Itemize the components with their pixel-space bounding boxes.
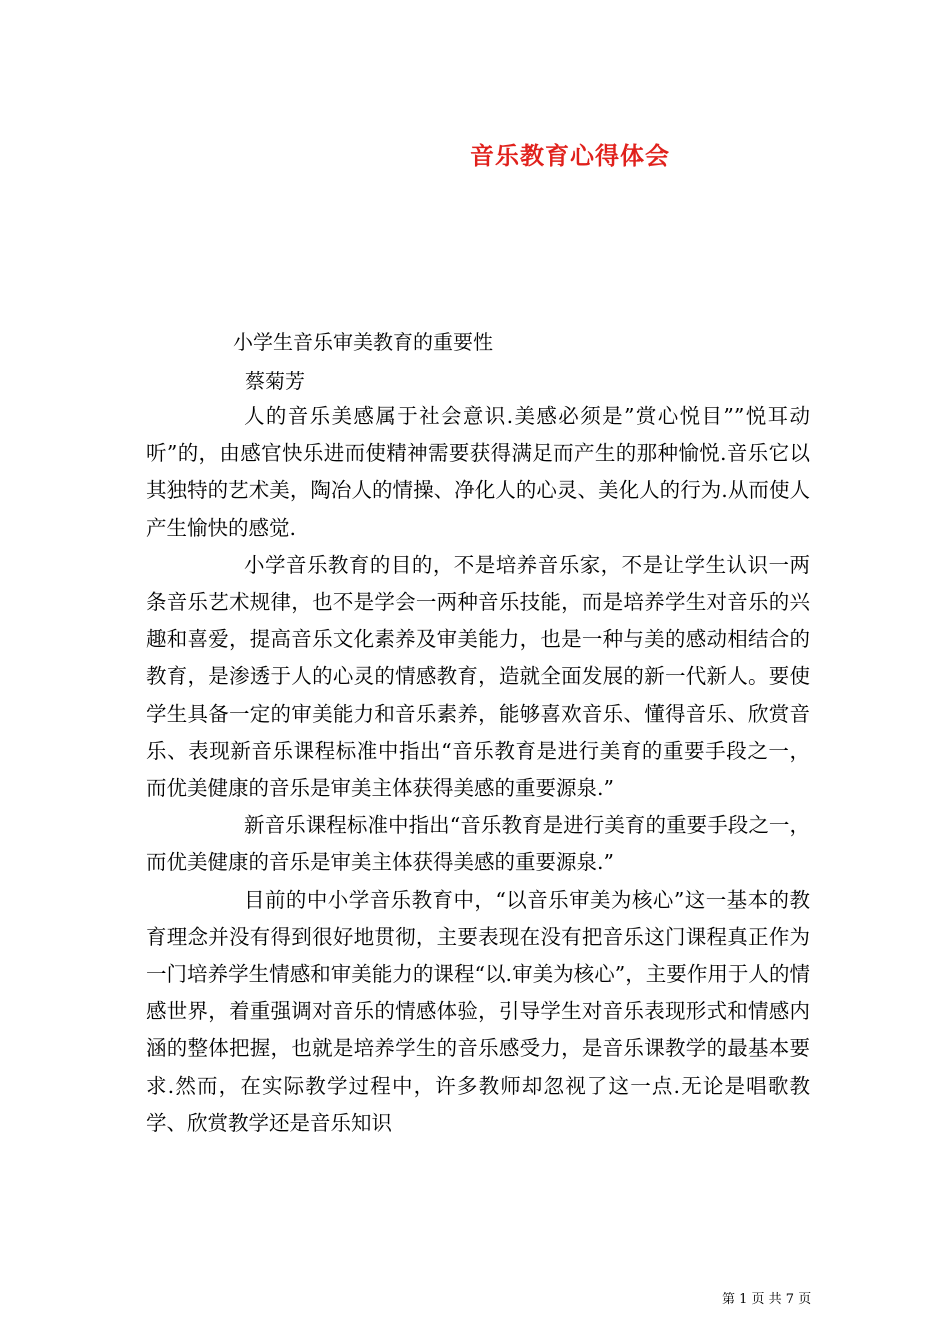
paragraph: 人的音乐美感属于社会意识.美感必须是”赏心悦目””悦耳动听”的，由感官快乐进而使精神需要获得满足而产生的那种愉悦.音乐它以其独特的艺术美，陶冶人的情操、净化人的心灵、美化人的行为.从而使人产生愉快的感觉. (146, 404, 810, 540)
paragraph: 目前的中小学音乐教育中，“以音乐审美为核心”这一基本的教育理念并没有得到很好地贯彻，主要表现在没有把音乐这门课程真正作为一门培养学生情感和审美能力的课程“以.审美为核心”，主要作用于人的情感世界，着重强调对音乐的情感体验，引导学生对音乐表现形式和情感内涵的整体把握，也就是培养学生的音乐感受力，是音乐课教学的最基本要求.然而，在实际教学过程中，许多教师却忽视了这一点.无论是唱歌教学、欣赏教学还是音乐知识 (146, 887, 810, 1135)
article-subtitle: 小学生音乐审美教育的重要性 (233, 330, 493, 354)
page-number-footer: 第 1 页 共 7 页 (722, 1292, 812, 1307)
author-name: 蔡菊芳 (245, 369, 305, 393)
article-body (146, 398, 810, 1142)
paragraph: 小学音乐教育的目的，不是培养音乐家，不是让学生认识一两条音乐艺术规律，也不是学会一两种音乐技能，而是培养学生对音乐的兴趣和喜爱，提高音乐文化素养及审美能力，也是一种与美的感动相结合的教育，是渗透于人的心灵的情感教育，造就全面发展的新一代新人。要使学生具备一定的审美能力和音乐素养，能够喜欢音乐、懂得音乐、欣赏音乐、表现新音乐课程标准中指出“音乐教育是进行美育的重要手段之一，而优美健康的音乐是审美主体获得美感的重要源泉.” (146, 552, 810, 801)
paragraph: 新音乐课程标准中指出“音乐教育是进行美育的重要手段之一，而优美健康的音乐是审美主体获得美感的重要源泉.” (146, 813, 810, 875)
document-title: 音乐教育心得体会 (470, 141, 670, 170)
